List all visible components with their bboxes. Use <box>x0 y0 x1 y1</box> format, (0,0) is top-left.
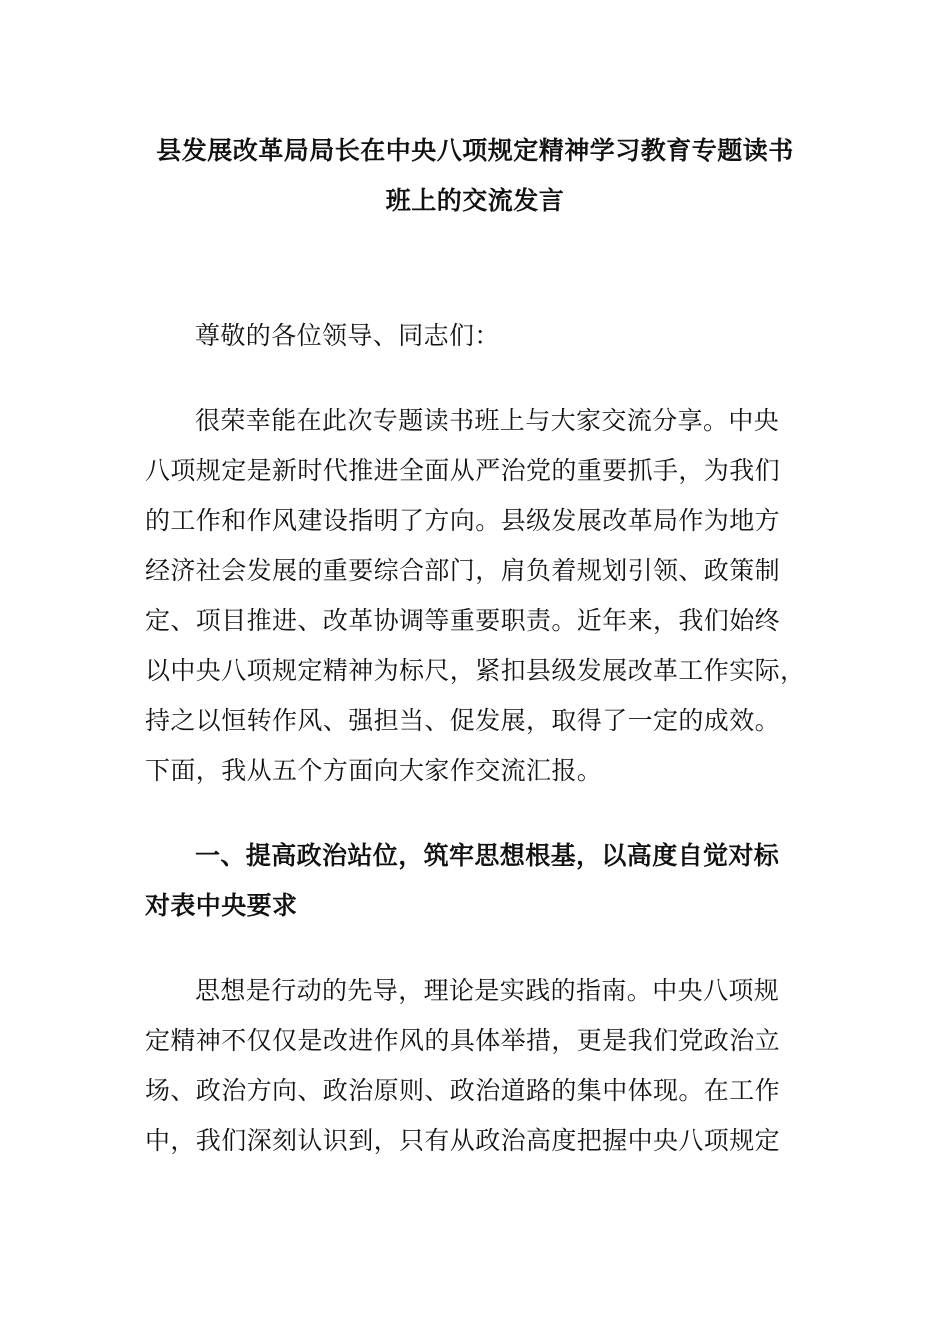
section1-line-1: 思想是行动的先导，理论是实践的指南。中央八项规 <box>195 976 780 1005</box>
title-line-2: 班上的交流发言 <box>385 186 565 215</box>
salutation: 尊敬的各位领导、同志们： <box>195 321 500 350</box>
intro-line-2: 八项规定是新时代推进全面从严治党的重要抓手，为我们 <box>145 456 781 485</box>
intro-line-6: 以中央八项规定精神为标尺，紧扣县级发展改革工作实际， <box>145 656 806 685</box>
intro-line-7: 持之以恒转作风、强担当、促发展，取得了一定的成效。 <box>145 706 781 735</box>
title-line-1: 县发展改革局局长在中央八项规定精神学习教育专题读书 <box>156 136 794 165</box>
section1-heading-line-1: 一、提高政治站位，筑牢思想根基，以高度自觉对标 <box>195 841 780 870</box>
intro-line-8: 下面，我从五个方面向大家作交流汇报。 <box>145 756 603 785</box>
document-title <box>140 126 810 226</box>
section1-line-4: 中，我们深刻认识到，只有从政治高度把握中央八项规定 <box>145 1126 781 1155</box>
section1-line-2: 定精神不仅仅是改进作风的具体举措，更是我们党政治立 <box>145 1026 781 1055</box>
section1-heading-line-2: 对表中央要求 <box>145 891 298 920</box>
intro-line-4: 经济社会发展的重要综合部门，肩负着规划引领、政策制 <box>145 556 781 585</box>
intro-line-3: 的工作和作风建设指明了方向。县级发展改革局作为地方 <box>145 506 781 535</box>
intro-line-5: 定、项目推进、改革协调等重要职责。近年来，我们始终 <box>145 606 781 635</box>
section1-line-3: 场、政治方向、政治原则、政治道路的集中体现。在工作 <box>145 1076 781 1105</box>
intro-line-1: 很荣幸能在此次专题读书班上与大家交流分享。中央 <box>195 406 780 435</box>
